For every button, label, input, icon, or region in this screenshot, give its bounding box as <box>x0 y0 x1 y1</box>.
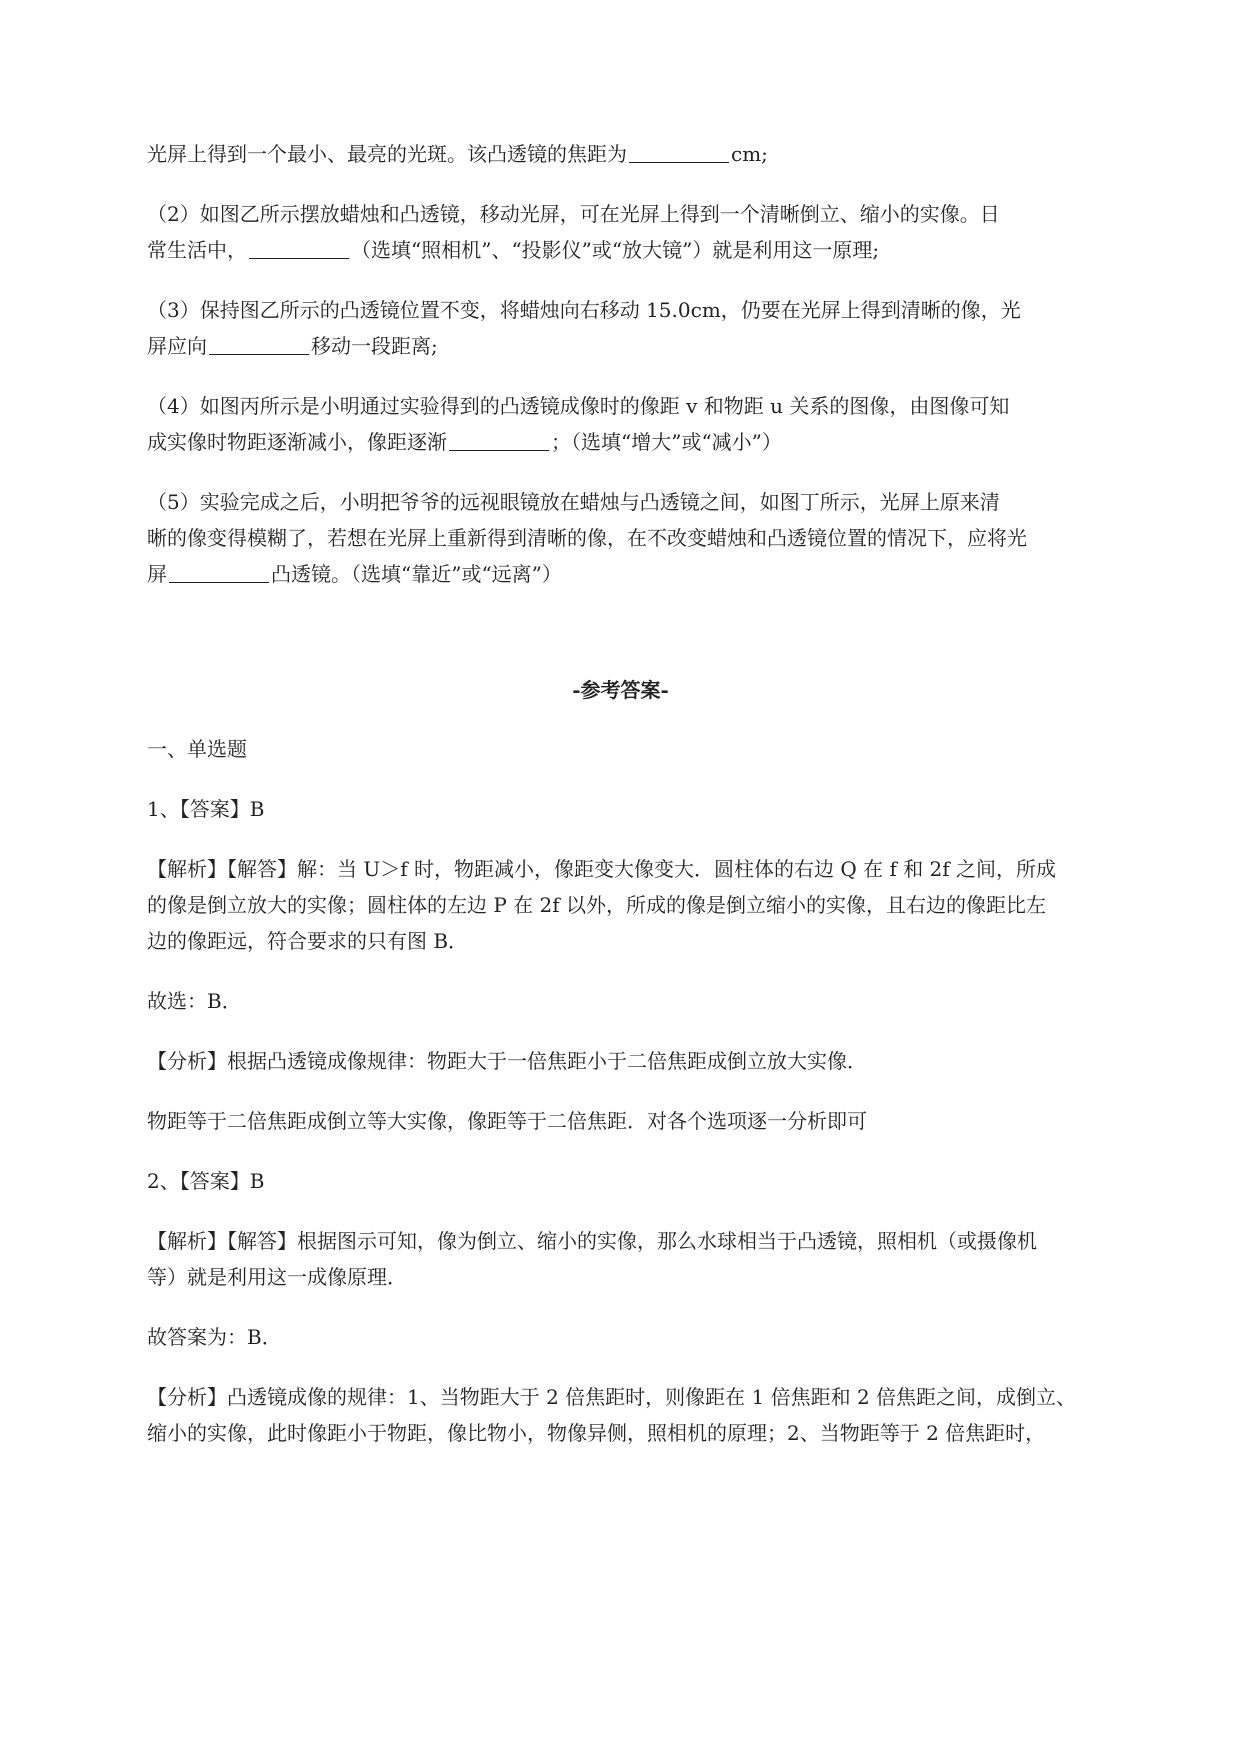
text-segment: cm; <box>731 142 768 166</box>
answer-1-analysis-line-3: 边的像距远，符合要求的只有图 B． <box>147 929 469 953</box>
answers-title: -参考答案- <box>572 678 669 702</box>
answer-blank <box>209 336 309 355</box>
answer-blank <box>449 432 549 451</box>
answer-2-choice: 故答案为：B． <box>147 1325 282 1349</box>
text-segment: ；（选填“增大”或“减小”） <box>551 430 782 454</box>
text-segment: 屏应向 <box>147 334 207 358</box>
answer-1-analysis-line-2: 的像是倒立放大的实像；圆柱体的左边 P 在 2f 以外，所成的像是倒立缩小的实像，且右边的像距比左 <box>147 893 1047 917</box>
answer-2-analysis-line-1: 【解析】【解答】根据图示可知，像为倒立、缩小的实像，那么水球相当于凸透镜，照相机（或摄像机 <box>147 1229 1037 1253</box>
text-segment: 移动一段距离; <box>311 334 438 358</box>
answer-1-fenxi-line-1: 【分析】根据凸透镜成像规律：物距大于一倍焦距小于二倍焦距成倒立放大实像． <box>147 1049 867 1073</box>
question-3-line-1: （3）保持图乙所示的凸透镜位置不变，将蜡烛向右移动 15.0cm，仍要在光屏上得到清晰的像，光 <box>147 298 1021 322</box>
answer-1-choice: 故选：B． <box>147 989 242 1013</box>
text-segment: 常生活中， <box>147 238 247 262</box>
question-4-line-2 <box>147 430 1167 454</box>
answer-2-analysis-line-2: 等）就是利用这一成像原理． <box>147 1265 407 1289</box>
answer-1-analysis-line-1: 【解析】【解答】解：当 U＞f 时，物距减小，像距变大像变大．圆柱体的右边 Q 在 f 和 2f 之间，所成 <box>147 857 1057 881</box>
answer-2-label: 2、【答案】B <box>147 1169 265 1193</box>
question-4-line-1: （4）如图丙所示是小明通过实验得到的凸透镜成像时的像距 v 和物距 u 关系的图像，由图像可知 <box>147 394 1010 418</box>
text-segment: 成实像时物距逐渐减小，像距逐渐 <box>147 430 447 454</box>
text-segment: 光屏上得到一个最小、最亮的光斑。该凸透镜的焦距为 <box>147 142 627 166</box>
question-5-line-1: （5）实验完成之后，小明把爷爷的远视眼镜放在蜡烛与凸透镜之间，如图丁所示，光屏上原来清 <box>147 490 1000 514</box>
answer-2-fenxi-line-2: 缩小的实像，此时像距小于物距，像比物小，物像异侧，照相机的原理；2、当物距等于 2 倍焦距时， <box>147 1421 1046 1445</box>
question-3-line-2 <box>147 334 1167 358</box>
answer-1-label: 1、【答案】B <box>147 797 265 821</box>
answer-blank <box>249 240 349 259</box>
question-5-line-2: 晰的像变得模糊了，若想在光屏上重新得到清晰的像，在不改变蜡烛和凸透镜位置的情况下，应将光 <box>147 526 1027 550</box>
text-segment: 凸透镜。（选填“靠近”或“远离”） <box>271 562 562 586</box>
question-2-line-2 <box>147 238 1167 262</box>
answer-1-fenxi-line-2: 物距等于二倍焦距成倒立等大实像，像距等于二倍焦距．对各个选项逐一分析即可 <box>147 1109 867 1133</box>
text-segment: （选填“照相机”、“投影仪”或“放大镜”）就是利用这一原理; <box>351 238 880 262</box>
section-heading: 一、单选题 <box>147 737 247 761</box>
answer-blank <box>629 144 729 163</box>
answer-blank <box>169 564 269 583</box>
question-2-line-1: （2）如图乙所示摆放蜡烛和凸透镜，移动光屏，可在光屏上得到一个清晰倒立、缩小的实像。日 <box>147 202 1000 226</box>
question-5-line-3 <box>147 562 1167 586</box>
text-segment: 屏 <box>147 562 167 586</box>
answer-2-fenxi-line-1: 【分析】凸透镜成像的规律：1、当物距大于 2 倍焦距时，则像距在 1 倍焦距和 2 倍焦距之间，成倒立、 <box>147 1385 1077 1409</box>
question-1-tail-line <box>147 142 1167 166</box>
